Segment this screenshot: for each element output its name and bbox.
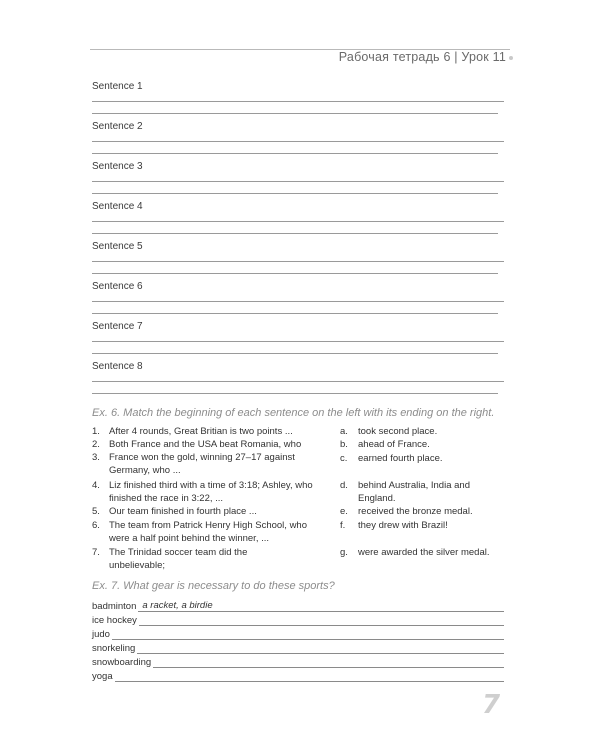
item-number: 6. [92,520,100,531]
gear-row [92,668,504,682]
item-text: The Trinidad soccer team did the unbelievable; [109,547,248,571]
writing-line[interactable] [92,221,504,222]
sentence-label: Sentence 4 [92,201,143,212]
sport-label: ice hockey [92,615,137,626]
exercise-6-heading: Ex. 6. Match the beginning of each sentence on the left with its ending on the right. [92,407,495,419]
writing-line[interactable] [92,353,498,354]
sentence-block [92,79,504,119]
item-number: 7. [92,547,100,558]
sentence-block [92,239,504,279]
sentence-block [92,199,504,239]
gear-exercise [92,598,504,682]
sentence-block [92,359,504,399]
item-letter: a. [340,426,348,437]
sentence-label: Sentence 2 [92,121,143,132]
item-letter: c. [340,453,348,464]
item-text: received the bronze medal. [358,506,473,517]
item-text: earned fourth place. [358,453,443,464]
item-number: 5. [92,506,100,517]
item-text: France won the gold, winning 27–17 against Germany, who ... [109,452,295,476]
writing-line[interactable] [92,313,498,314]
item-text: Our team finished in fourth place ... [109,506,257,517]
item-text: behind Australia, India and England. [358,480,470,504]
sentence-label: Sentence 1 [92,81,143,92]
item-text: they drew with Brazil! [358,520,448,531]
sport-label: snorkeling [92,643,136,654]
writing-line[interactable] [92,261,504,262]
answer-line[interactable] [139,614,504,626]
item-text: Liz finished third with a time of 3:18; Ashley, who finished the race in 3:22, ... [109,480,313,504]
page-number: 7 [482,690,501,720]
writing-line[interactable] [92,381,504,382]
sentence-block [92,319,504,359]
writing-line[interactable] [92,101,504,102]
writing-line[interactable] [92,113,498,114]
item-text: The team from Patrick Henry High School, who were a half point behind the winner, ... [109,520,307,544]
gear-row [92,612,504,626]
sentence-block [92,159,504,199]
item-text: After 4 rounds, Great Britian is two points ... [109,426,293,437]
writing-line[interactable] [92,193,498,194]
writing-line[interactable] [92,233,498,234]
answer-line[interactable] [112,628,504,640]
item-letter: e. [340,506,348,517]
sentence-block [92,279,504,319]
item-text: took second place. [358,426,438,437]
writing-line[interactable] [92,341,504,342]
page-header-title: Рабочая тетрадь 6 | Урок 11 [338,50,506,64]
item-letter: b. [340,439,348,450]
item-letter: f. [340,520,346,531]
sentence-label: Sentence 6 [92,281,143,292]
item-number: 1. [92,426,100,437]
item-letter: d. [340,480,348,491]
sentence-label: Sentence 8 [92,361,143,372]
item-number: 3. [92,452,100,463]
sport-label: snowboarding [92,657,152,668]
answer-line[interactable] [137,642,504,654]
gear-row [92,598,504,612]
item-text: were awarded the silver medal. [358,547,490,558]
item-letter: g. [340,547,348,558]
writing-line[interactable] [92,273,498,274]
item-text: Both France and the USA beat Romania, who [109,439,302,450]
writing-line[interactable] [92,181,504,182]
header-dot [509,56,513,60]
answer-line[interactable] [153,656,504,668]
writing-line[interactable] [92,301,504,302]
answer-line[interactable] [115,670,504,682]
sport-label: yoga [92,671,113,682]
gear-row [92,626,504,640]
sentence-label: Sentence 3 [92,161,143,172]
item-number: 2. [92,439,100,450]
exercise-7-heading: Ex. 7. What gear is necessary to do these sports? [92,580,335,592]
item-number: 4. [92,480,100,491]
gear-row [92,654,504,668]
sentence-block [92,119,504,159]
sport-label: badminton [92,601,137,612]
sport-label: judo [92,629,110,640]
item-text: ahead of France. [358,439,430,450]
writing-line[interactable] [92,153,498,154]
sentence-label: Sentence 7 [92,321,143,332]
writing-line[interactable] [92,393,498,394]
writing-line[interactable] [92,141,504,142]
sentence-label: Sentence 5 [92,241,143,252]
answer-line[interactable]: a racket, a birdie [138,600,504,612]
gear-row [92,640,504,654]
sentence-blocks [92,79,504,399]
